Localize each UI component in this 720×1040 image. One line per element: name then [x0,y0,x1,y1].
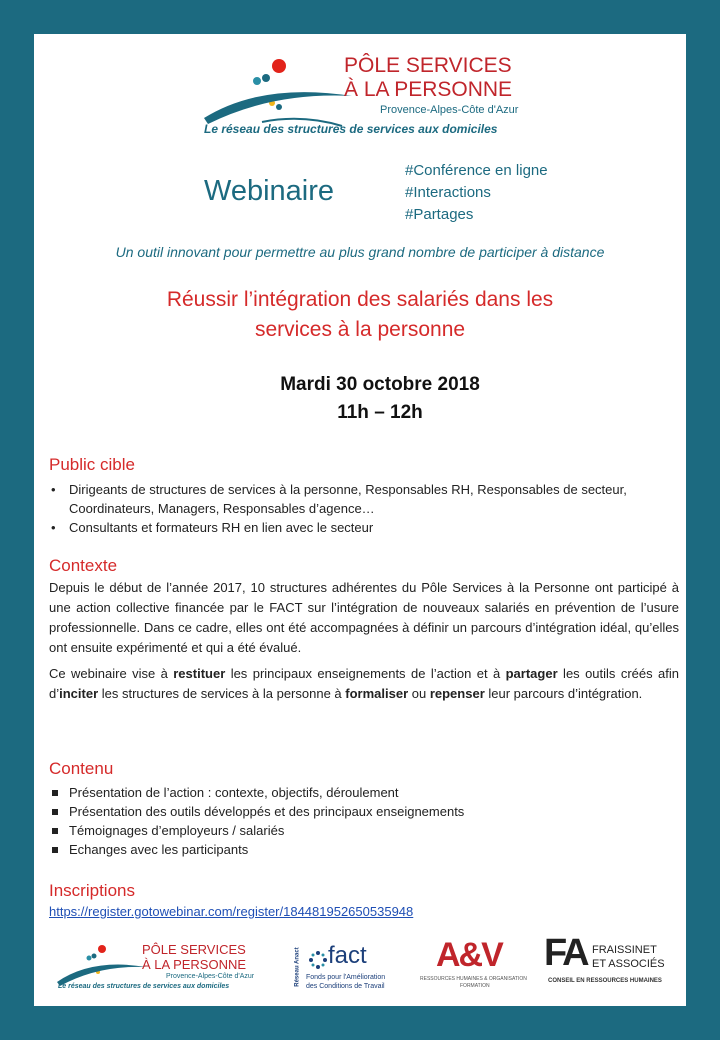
logo-top [202,52,532,142]
section-title-contenu: Contenu [49,759,114,778]
list-item [49,783,679,802]
fact-dots-icon [308,950,328,970]
logo-line1: PÔLE SERVICES [344,54,512,77]
list-item: • Dirigeants de structures de services à la personne, Responsables RH, Responsables de secteur, Coordinateurs, Managers, Responsables d’agence… [51,482,627,516]
contexte-paragraph-2 [49,664,679,704]
av-sub2: FORMATION [460,983,490,989]
text-run-bold: inciter [59,686,99,701]
text-run: les principaux enseignements de l’action et à [225,666,506,681]
contexte-paragraph-1: Depuis le début de l’année 2017, 10 structures adhérentes du Pôle Services à la Personne ont participé à une action collective financée par le FACT sur l’intégration de nouveaux salariés en prévention de l’usure professionnelle. Dans ce cadre, elles ont été accompagnées à définir un parcours d’intégration idéal, qu’elles ont ensuite expérimenté et qui a été évalué. [49,580,679,655]
fact-sub1: Fonds pour l'Amélioration [306,974,386,981]
logo-swoosh-icon [202,52,352,132]
hashtag: #Partages [405,206,474,223]
section-title-public: Public cible [49,455,135,474]
contenu-list [49,783,679,859]
fact-name: fact [328,942,367,969]
footer-pole-tagline: Le réseau des structures de services aux domiciles [58,983,230,990]
subtitle: Un outil innovant pour permettre au plus grand nombre de participer à distance [115,244,605,260]
flyer-page [34,34,686,1006]
text-run-bold: repenser [429,686,485,701]
event-type: Webinaire [204,175,335,207]
footer-logo-fraissinet [544,934,684,994]
section-title-inscriptions: Inscriptions [49,881,135,900]
event-date: Mardi 30 octobre 2018 [280,374,480,395]
hashtag-list [405,160,548,226]
title-line1: Réussir l’intégration des salariés dans les [166,288,554,311]
list-item-text: Dirigeants de structures de services à la personne, Responsables RH, Responsables de secteur, Coordinateurs, Managers, Responsables d’agence… [69,482,627,516]
footer-logo-av [420,934,530,994]
footer-pole-line1: PÔLE SERVICES [142,942,246,957]
list-item [49,821,679,840]
text-run-bold: restituer [173,666,226,681]
fact-vertical-label: Réseau Anact [294,947,301,987]
hashtag: #Interactions [405,184,491,201]
text-run: leur parcours d’intégration. [484,686,643,701]
list-item-text: Consultants et formateurs RH en lien avec le secteur [69,520,374,535]
public-list [49,480,679,537]
fa-name2: ET ASSOCIÉS [592,958,665,970]
footer-pole-region: Provence-Alpes-Côte d'Azur [166,973,255,980]
text-run: ou [408,686,430,701]
title-line2: services à la personne [254,318,466,341]
registration-link[interactable]: https://register.gotowebinar.com/register/184481952650535948 [49,904,414,919]
hashtag: #Conférence en ligne [405,162,548,179]
fa-sub: CONSEIL EN RESSOURCES HUMAINES [548,978,662,984]
fa-name1: FRAISSINET [592,944,657,956]
event-time: 11h – 12h [337,402,423,423]
list-item-text: Témoignages d’employeurs / salariés [69,823,285,838]
text-run-bold: partager [505,666,558,681]
text-run: les structures de services à la personne à [98,686,346,701]
footer-logo-pole [56,938,266,998]
footer-logo-fact [292,940,392,1000]
fa-letters: FA [544,932,587,974]
av-letters: A&V [436,936,502,974]
list-item: • Consultants et formateurs RH en lien avec le secteur [51,520,374,535]
section-title-contexte: Contexte [49,556,118,575]
list-item-text: Présentation des outils développés et des principaux enseignements [69,804,465,819]
text-run: Ce webinaire vise à [49,666,174,681]
list-item [49,840,679,859]
logo-tagline: Le réseau des structures de services aux domiciles [204,122,498,136]
list-item-text: Echanges avec les participants [69,842,249,857]
fact-sub2: des Conditions de Travail [306,983,385,990]
footer-pole-line2: À LA PERSONNE [142,957,247,972]
logo-line2: À LA PERSONNE [344,78,513,101]
text-run-bold: formaliser [345,686,409,701]
av-sub1: RESSOURCES HUMAINES & ORGANISATION [420,976,527,982]
list-item [49,802,679,821]
logo-region: Provence-Alpes-Côte d'Azur [380,104,519,116]
list-item-text: Présentation de l’action : contexte, objectifs, déroulement [69,785,399,800]
text-run: les outils créés afin d’ [49,666,679,701]
